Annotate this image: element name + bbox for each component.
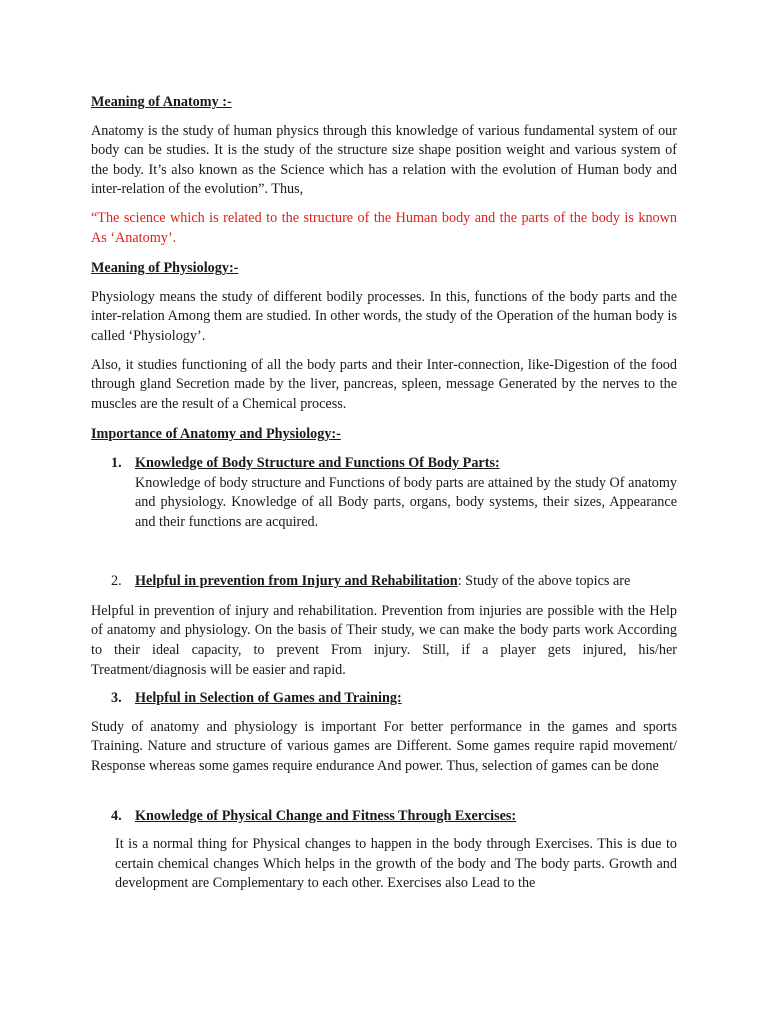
list-item-2-title: Helpful in prevention from Injury and Rehabilitation bbox=[135, 573, 458, 590]
list-item-3-number: 3. bbox=[111, 690, 122, 707]
heading-importance: Importance of Anatomy and Physiology:- bbox=[91, 426, 341, 443]
list-item-4-body: It is a normal thing for Physical changes to happen in the body through Exercises. This is due to certain chemical changes Which helps in the growth of the body and The body parts. Growth and development are Complementary to each other. Exercises also Lead to the bbox=[115, 836, 677, 892]
paragraph-physiology-1: Physiology means the study of different bodily processes. In this, functions of the body parts and the inter-relation Among them are studied. In other words, the study of the Operation of the human body is called ‘Physiology’. bbox=[91, 288, 677, 344]
list-item-1-number: 1. bbox=[111, 454, 122, 471]
list-item-1-title: Knowledge of Body Structure and Functions Of Body Parts: bbox=[135, 454, 500, 471]
list-item-2 bbox=[91, 572, 677, 680]
list-item-4-title-row bbox=[91, 807, 677, 827]
paragraph-anatomy: Anatomy is the study of human physics through this knowledge of various fundamental system of our body can be studies. It is the study of the structure size shape position weight and various system of the body. It’s also known as the Science which has a relation with the evolution of Human body and inter-relation of the evolution”. Thus, bbox=[91, 122, 677, 198]
quote-anatomy-definition: “The science which is related to the structure of the Human body and the parts of the body is known As ‘Anatomy’. bbox=[91, 209, 677, 246]
list-item-1-body: Knowledge of body structure and Functions of body parts are attained by the study Of anatomy and physiology. Knowledge of all Body parts, organs, body systems, their sizes, Appearance and their functions are acquired. bbox=[135, 474, 677, 530]
list-item-1-title-row bbox=[91, 454, 677, 474]
list-item-4 bbox=[91, 807, 677, 894]
heading-physiology: Meaning of Physiology:- bbox=[91, 260, 239, 277]
list-item-3 bbox=[91, 689, 677, 776]
paragraph-physiology-2: Also, it studies functioning of all the body parts and their Inter-connection, like-Digestion of the food through gland Secretion made by the liver, pancreas, spleen, message Generated by the nerves to the muscles are the result of a Chemical process. bbox=[91, 356, 677, 412]
list-item-3-body: Study of anatomy and physiology is important For better performance in the games and sports Training. Nature and structure of various games are Different. Some games require rapid movement/ Response whereas some games require endurance And power. Thus, selection of games can be done bbox=[91, 718, 677, 775]
list-item-4-title: Knowledge of Physical Change and Fitness Through Exercises: bbox=[135, 807, 517, 824]
list-item-3-title: Helpful in Selection of Games and Training: bbox=[135, 690, 402, 707]
list-item-3-title-row bbox=[91, 689, 677, 709]
list-item-2-title-suffix: : Study of the above topics are bbox=[457, 573, 631, 590]
heading-anatomy: Meaning of Anatomy :- bbox=[91, 94, 232, 110]
list-item-2-body: Helpful in prevention of injury and rehabilitation. Prevention from injuries are possible with the Help of anatomy and physiology. On the basis of Their study, we can make the body parts work According to their ideal capacity, to prevent From injury. Still, if a player gets injured, his/her Treatment/diagnosis will be easier and rapid. bbox=[91, 602, 677, 678]
document-page bbox=[91, 93, 677, 894]
list-item-2-title-row bbox=[91, 572, 677, 592]
list-item-1 bbox=[91, 454, 677, 532]
list-item-4-number: 4. bbox=[111, 807, 122, 824]
list-item-2-number: 2. bbox=[111, 573, 122, 590]
